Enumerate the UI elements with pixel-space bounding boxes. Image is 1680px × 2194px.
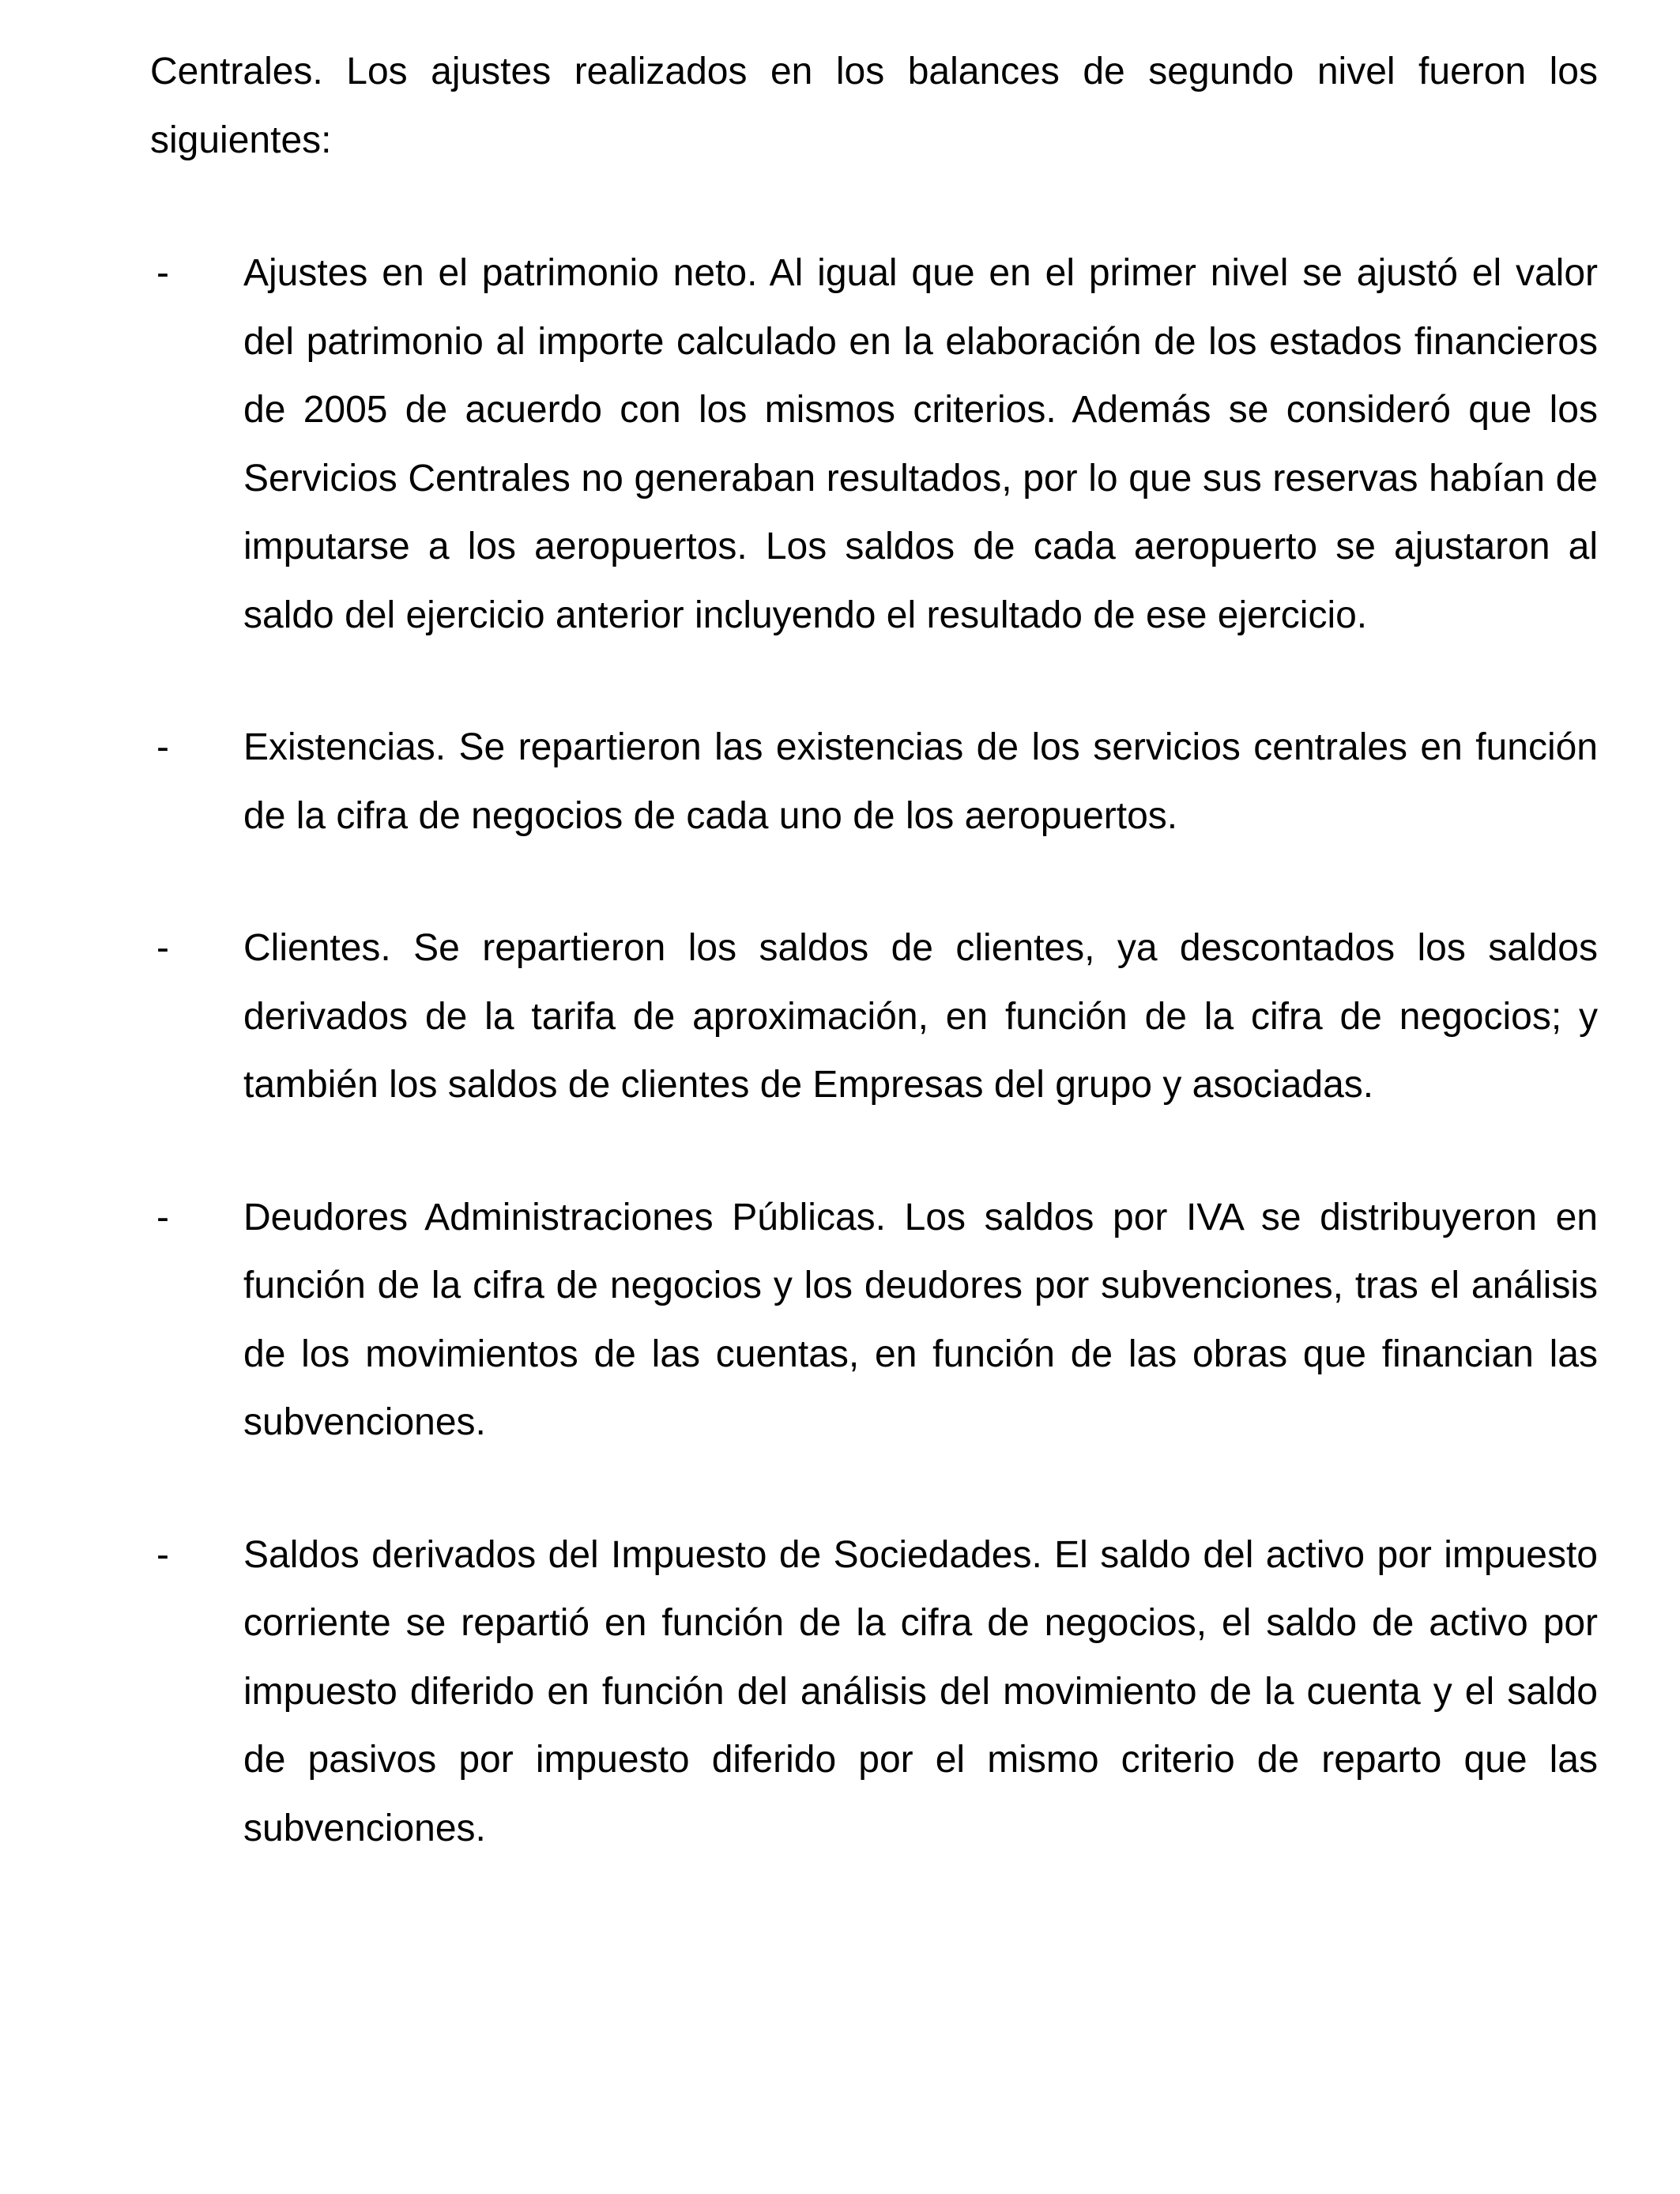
list-item-text: Deudores Administraciones Públicas. Los saldos por IVA se distribuyeron en función de la cifra de negocios y los deudores por subvenciones, tras el análisis de los movimientos de las cuentas, en función de las obras que financian las subvenciones. bbox=[243, 1196, 1598, 1443]
list-item bbox=[150, 1521, 1598, 1864]
list-item bbox=[150, 239, 1598, 650]
list-item-text: Clientes. Se repartieron los saldos de clientes, ya descontados los saldos derivados de la tarifa de aproximación, en función de la cifra de negocios; y también los saldos de clientes de Empresas del grupo y asociadas. bbox=[243, 927, 1598, 1106]
list-item-text: Existencias. Se repartieron las existencias de los servicios centrales en función de la cifra de negocios de cada uno de los aeropuertos. bbox=[243, 726, 1598, 837]
bullet-dash: - bbox=[156, 252, 169, 294]
document-body bbox=[150, 38, 1598, 1863]
bullet-dash: - bbox=[156, 726, 169, 768]
bullet-dash: - bbox=[156, 1196, 169, 1238]
list-item-text: Saldos derivados del Impuesto de Sociedades. El saldo del activo por impuesto corriente se repartió en función de la cifra de negocios, el saldo de activo por impuesto diferido en función del análisis del movimiento de la cuenta y el saldo de pasivos por impuesto diferido por el mismo criterio de reparto que las subvenciones. bbox=[243, 1533, 1598, 1849]
list-item-text: Ajustes en el patrimonio neto. Al igual que en el primer nivel se ajustó el valor del patrimonio al importe calculado en la elaboración de los estados financieros de 2005 de acuerdo con los mismos criterios. Además se consideró que los Servicios Centrales no generaban resultados, por lo que sus reservas habían de imputarse a los aeropuertos. Los saldos de cada aeropuerto se ajustaron al saldo del ejercicio anterior incluyendo el resultado de ese ejercicio. bbox=[243, 252, 1598, 636]
list-item bbox=[150, 914, 1598, 1120]
list-item bbox=[150, 1184, 1598, 1457]
bullet-dash: - bbox=[156, 927, 169, 969]
list-item bbox=[150, 714, 1598, 850]
adjustments-list bbox=[150, 239, 1598, 1863]
intro-paragraph: Centrales. Los ajustes realizados en los balances de segundo nivel fueron los siguientes: bbox=[150, 51, 1598, 161]
bullet-dash: - bbox=[156, 1533, 169, 1576]
